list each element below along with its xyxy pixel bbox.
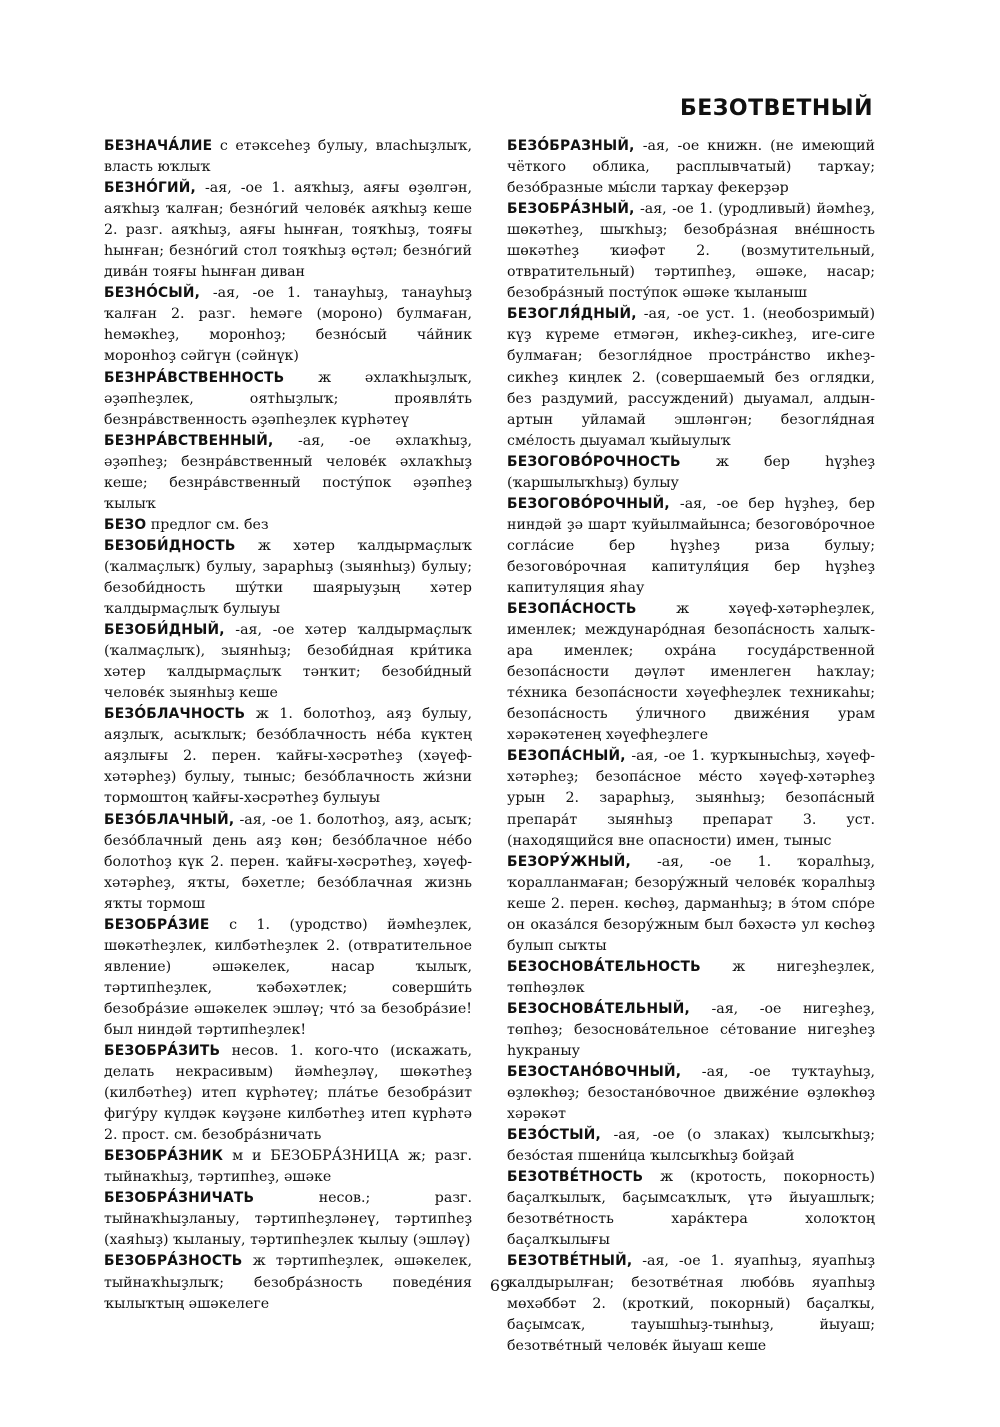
entry-headword: БЕЗОБИ́ДНОСТЬ	[104, 537, 236, 554]
dictionary-entry	[507, 599, 875, 746]
dictionary-entry	[104, 704, 472, 809]
entry-definition: -ая, -ое туҡтауһыҙ, өҙлөкһөҙ; безостано́вочное движе́ние өҙлөкһөҙ хәрәкәт	[507, 1064, 875, 1123]
left-column	[104, 136, 472, 1315]
entry-headword: БЕЗОРУ́ЖНЫЙ,	[507, 853, 631, 870]
entry-headword: БЕЗНРА́ВСТВЕННЫЙ,	[104, 432, 274, 449]
entry-headword: БЕЗО́БЛАЧНОСТЬ	[104, 706, 246, 723]
entry-headword: БЕЗОБРА́ЗИТЬ	[104, 1043, 221, 1060]
dictionary-entry	[507, 999, 875, 1062]
entry-definition: -ая, -ое нигеҙһеҙ, төпһөҙ; безоснова́тельное се́тование нигеҙһеҙ һукраныу	[507, 1000, 875, 1060]
entry-headword: БЕЗОГЛЯ́ДНЫЙ,	[507, 306, 637, 323]
entry-headword: БЕЗО́БЛАЧНЫЙ,	[104, 811, 235, 828]
dictionary-entry	[507, 852, 875, 957]
entry-definition: ж тәртипһеҙлек, әшәкелек, тыйнаҡһыҙлыҡ; безобра́зность поведе́ния ҡылыҡтың әшәкелеге	[104, 1253, 472, 1312]
entry-definition: -ая, -ое 1. ҡоралһыҙ, ҡоралланмаған; безору́жный челове́к ҡоралһыҙ кеше 2. перен. көсһөҙ, дарманһыҙ; в э́том спо́ре он оказа́лся безору́жным был бәхәстә ул көсһөҙ булып сыҡты	[507, 853, 875, 954]
dictionary-entry	[104, 1188, 472, 1251]
dictionary-entry	[104, 620, 472, 704]
dictionary-entry	[104, 136, 472, 178]
entry-headword: БЕЗОБРА́ЗНОСТЬ	[104, 1253, 243, 1270]
page-number: 69	[489, 1276, 511, 1295]
entry-headword: БЕЗНО́ГИЙ,	[104, 180, 196, 197]
dictionary-entry	[104, 810, 472, 915]
entry-definition: м и БЕЗОБРА́ЗНИЦА ж; разг. тыйнаҡһыҙ, тәртипһеҙ, әшәке	[104, 1148, 472, 1186]
entry-headword: БЕЗОГОВО́РОЧНОСТЬ	[507, 453, 681, 470]
entry-definition: предлог см. без	[146, 516, 269, 533]
entry-headword: БЕЗНРА́ВСТВЕННОСТЬ	[104, 369, 285, 386]
entry-definition: -ая, -ое әхлаҡһыҙ, әҙәпһеҙ; безнра́вственный челове́к әхлаҡһыҙ кеше; безнра́вственный посту́пок әҙәпһеҙ ҡылыҡ	[104, 432, 472, 512]
entry-headword: БЕЗОПА́СНОСТЬ	[507, 601, 637, 618]
entry-definition: -ая, -ое книжн. (не имеющий чёткого облика, расплывчатый) тарҡау; безо́бразные мы́сли тарҡау фекерҙәр	[507, 138, 875, 197]
entry-definition: -ая, -ое 1. яуапһыҙ, яуапһыҙ ҡалдырылған; безотве́тная любо́вь яуапһыҙ мөхәббәт 2. (кроткий, покорный) баҫалҡы, баҫымсаҡ, тауышһыҙ-тынһыҙ, йыуаш; безотве́тный челове́к йыуаш кеше	[507, 1253, 875, 1354]
entry-definition: -ая, -ое (о злаках) ҡылсыҡһыҙ; безо́стая пшени́ца ҡылсыҡһыҙ бойҙай	[507, 1127, 875, 1165]
entry-definition: несов.; разг. тыйнаҡһыҙланыу, тәртипһеҙләнеү, тәртипһеҙ (хаяһыҙ) ҡыланыу, тәртипһеҙлек ҡылыу (эшләү)	[104, 1190, 472, 1249]
dictionary-entry	[104, 283, 472, 367]
dictionary-entry	[507, 304, 875, 451]
dictionary-entry	[507, 1251, 875, 1356]
entry-definition: ж әхлаҡһыҙлыҡ, әҙәпһеҙлек, оятһыҙлыҡ; проявля́ть безнра́вственность әҙәпһеҙлек күрһәтеү	[104, 369, 472, 428]
entry-headword: БЕЗОСНОВА́ТЕЛЬНОСТЬ	[507, 958, 701, 975]
entry-definition: ж бер һүҙһеҙ (ҡаршылыҡһыҙ) булыу	[507, 453, 875, 491]
dictionary-entry	[507, 494, 875, 599]
entry-definition: несов. 1. кого-что (искажать, делать некрасивым) йәмһеҙләү, шөкәтһеҙ (килбәтһеҙ) итеп күрһәтеү; пла́тье безобра́зит фигу́ру күлдәк кәүҙәне килбәтһеҙ итеп күрһәтә 2. прост. см. безобра́зничать	[104, 1043, 472, 1144]
entry-headword: БЕЗО́БРАЗНЫЙ,	[507, 138, 635, 154]
entry-definition: ж 1. болотһоҙ, аяҙ булыу, аяҙлыҡ, асыҡлыҡ; безо́блачность не́ба күктең аяҙлығы 2. перен. ҡайғы-хәсрәтһеҙ (хәүеф-хәтәрһеҙ) булыу, тыныс; безо́блачность жи́зни тормоштоң ҡайғы-хәсрәтһеҙ булыуы	[104, 706, 472, 807]
entry-headword: БЕЗОСНОВА́ТЕЛЬНЫЙ,	[507, 1000, 690, 1017]
dictionary-entry	[104, 178, 472, 283]
entry-headword: БЕЗОСТАНО́ВОЧНЫЙ,	[507, 1064, 682, 1081]
entry-definition: -ая, -ое бер һүҙһеҙ, бер ниндәй ҙә шарт ҡуйылмайынса; безогово́рочное согла́сие бер һүҙһеҙ риза булыу; безогово́рочная капитуля́ция бер һүҙһеҙ капитуляция яһау	[507, 495, 875, 596]
dictionary-entry	[104, 1146, 472, 1188]
entry-definition: -ая, -ое хәтер ҡалдырмаҫлыҡ (ҡалмаҫлыҡ), зыянһыҙ; безоби́дная кри́тика хәтер ҡалдырмаҫлыҡ тәнҡит; безоби́дный челове́к зыянһыҙ кеше	[104, 622, 472, 702]
dictionary-entry	[104, 536, 472, 620]
entry-headword: БЕЗОБИ́ДНЫЙ,	[104, 622, 225, 639]
entry-definition: -ая, -ое уст. 1. (необозримый) күҙ күреме етмәгән, икһеҙ-сикһеҙ, иге-сиге булмаған; безогля́дное простра́нство икһеҙ-сикһеҙ киңлек 2. (совершаемый без оглядки, без раздумий, рассуждений) дыуамал, алдын-артын уйламай эшләнгән; безогля́дная сме́лость дыуамал ҡыйыулыҡ	[507, 306, 875, 449]
entry-definition: ж хәтер ҡалдырмаҫлыҡ (ҡалмаҫлыҡ) булыу, зарарһыҙ (зыянһыҙ) булыу; безоби́дность шу́тки шаярыуҙың хәтер ҡалдырмаҫлыҡ булыуы	[104, 537, 472, 618]
dictionary-entry	[507, 199, 875, 304]
entry-headword: БЕЗОГОВО́РОЧНЫЙ,	[507, 495, 670, 512]
entry-definition: ж нигеҙһеҙлек, төпһөҙлөк	[507, 958, 875, 996]
entry-definition: -ая, -ое 1. болотһоҙ, аяҙ, асыҡ; безо́блачный день аяҙ көн; безо́блачное не́бо болотһоҙ күк 2. перен. ҡайғы-хәсрәтһеҙ, хәүеф-хәтәрһеҙ, яҡты, бәхетле; безо́блачная жизнь яҡты тормош	[104, 811, 472, 912]
dictionary-entry	[507, 1125, 875, 1167]
entry-headword: БЕЗО́СТЫЙ,	[507, 1127, 601, 1144]
entry-definition: -ая, -ое 1. аяҡһыҙ, аяғы өҙөлгән, аяҡһыҙ ҡалған; безно́гий челове́к аяҡһыҙ кеше 2. разг. аяҡһыҙ, аяғы һынған, тояҡһыҙ, тояғы һынған; безно́гий стол тояҡһыҙ өҫтәл; безно́гий дива́н тояғы һынған диван	[104, 180, 472, 281]
entry-definition: с 1. (уродство) йәмһеҙлек, шөкәтһеҙлек, килбәтһеҙлек 2. (отвратительное явление) әшәкелек, насар ҡылыҡ, тәртипһеҙлек, ҡәбәхәтлек; соверши́ть безобра́зие әшәкелек эшләү; что́ за безобра́зие! был ниндәй тәртипһеҙлек!	[104, 916, 472, 1038]
entry-headword: БЕЗОБРА́ЗНЫЙ,	[507, 201, 635, 218]
dictionary-entry	[507, 1167, 875, 1251]
dictionary-entry	[104, 368, 472, 431]
entry-definition: ж (кротость, покорность) баҫалҡылыҡ, баҫымсаҡлыҡ, үтә йыуашлыҡ; безотве́тность хара́ктера холоҡтоң баҫалҡылығы	[507, 1169, 875, 1249]
entry-headword: БЕЗНО́СЫЙ,	[104, 285, 201, 302]
entry-headword: БЕЗНАЧА́ЛИЕ	[104, 138, 213, 154]
entry-definition: ж хәүеф-хәтәрһеҙлек, именлек; междунаро́дная безопа́сность халыҡ-ара именлек; охра́на госуда́рственной безопа́сности дәүләт именлеген һаҡлау; те́хника безопа́сности хәүефһеҙлек техникаһы; безопа́сность у́личного движе́ния урам хәрәкәтенең хәүефһеҙлеге	[507, 601, 875, 744]
dictionary-entry	[507, 136, 875, 199]
entry-definition: -ая, -ое 1. ҡурҡынысһыҙ, хәүеф-хәтәрһеҙ; безопа́сное ме́сто хәүеф-хәтәрһеҙ урын 2. зарарһыҙ, зыянһыҙ; безопа́сный препара́т зыянһыҙ препарат 3. уст. (находящийся вне опасности) имен, тыныс	[507, 748, 875, 849]
dictionary-entry	[104, 915, 472, 1041]
dictionary-entry	[507, 746, 875, 851]
running-head: БЕЗОТВЕТНЫЙ	[679, 96, 873, 121]
entry-definition: -ая, -ое 1. танауһыҙ, танауһыҙ ҡалған 2. разг. һемәге (мороно) булмаған, һемәкһеҙ, моронһоҙ; безно́сый ча́йник моронһоҙ сәйгүн (сәйнүк)	[104, 285, 472, 365]
entry-headword: БЕЗОПА́СНЫЙ,	[507, 748, 626, 765]
entry-headword: БЕЗОТВЕ́ТНОСТЬ	[507, 1169, 644, 1186]
dictionary-entry	[104, 1041, 472, 1146]
entry-definition: с етәксеһеҙ булыу, власһыҙлыҡ, власть юҡлыҡ	[104, 138, 472, 176]
dictionary-entry	[507, 1062, 875, 1125]
dictionary-entry	[104, 515, 472, 536]
entry-headword: БЕЗО	[104, 516, 147, 533]
dictionary-entry	[104, 431, 472, 515]
entry-definition: -ая, -ое 1. (уродливый) йәмһеҙ, шөкәтһеҙ, шыҡһыҙ; безобра́зная вне́шность шөкәтһеҙ ҡиәфәт 2. (возмутительный, отвратительный) тәртипһеҙ, әшәке, насар; безобра́зный посту́пок әшәке ҡыланыш	[507, 201, 875, 302]
entry-headword: БЕЗОБРА́ЗНИЧАТЬ	[104, 1190, 255, 1207]
right-column	[507, 136, 875, 1357]
dictionary-entry	[507, 957, 875, 999]
dictionary-entry	[507, 452, 875, 494]
entry-headword: БЕЗОБРА́ЗНИК	[104, 1148, 224, 1165]
entry-headword: БЕЗОТВЕ́ТНЫЙ,	[507, 1253, 633, 1270]
entry-headword: БЕЗОБРА́ЗИЕ	[104, 916, 210, 933]
